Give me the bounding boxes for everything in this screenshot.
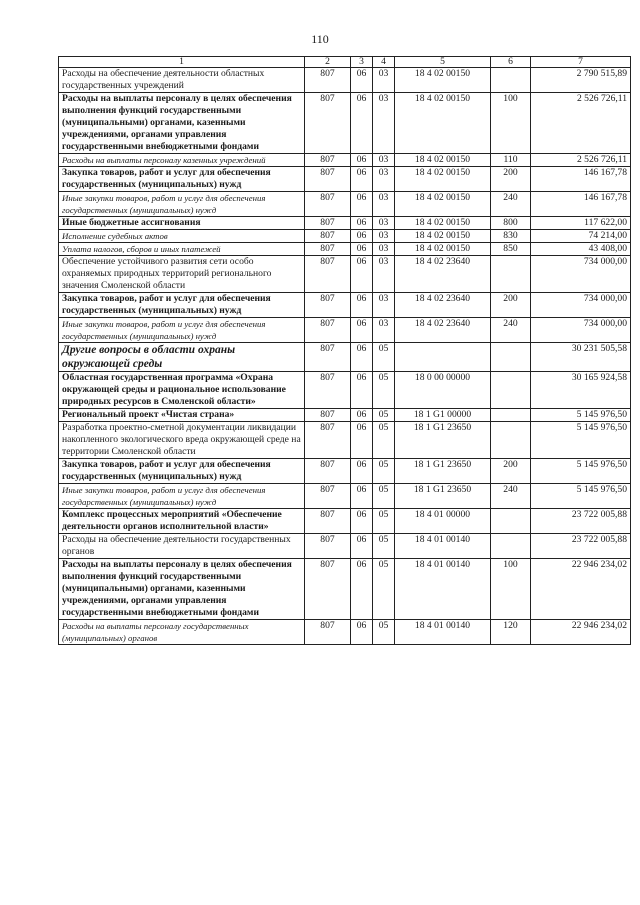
row-target-article-cell: 18 1 G1 23650 (395, 422, 491, 459)
row-subsection-cell: 05 (373, 484, 395, 509)
row-name-cell: Иные закупки товаров, работ и услуг для обеспечения государственных (муниципальных) нужд (59, 484, 305, 509)
table-row (59, 256, 631, 293)
row-section-cell: 06 (351, 620, 373, 645)
row-code-cell: 807 (305, 318, 351, 343)
row-subsection-cell: 03 (373, 192, 395, 217)
row-section-cell: 06 (351, 409, 373, 422)
row-expense-type-cell (491, 534, 531, 559)
budget-table (58, 56, 631, 645)
column-header-5: 5 (395, 57, 491, 68)
table-row (59, 620, 631, 645)
row-subsection-cell: 03 (373, 93, 395, 154)
row-expense-type-cell: 240 (491, 484, 531, 509)
row-subsection-cell: 03 (373, 217, 395, 230)
row-amount-cell: 5 145 976,50 (531, 459, 631, 484)
row-target-article-cell (395, 343, 491, 372)
column-header-4: 4 (373, 57, 395, 68)
column-header-6: 6 (491, 57, 531, 68)
row-name-cell: Областная государственная программа «Охрана окружающей среды и рациональное использование природных ресурсов в Смоленской области» (59, 372, 305, 409)
row-expense-type-cell (491, 509, 531, 534)
row-code-cell: 807 (305, 230, 351, 243)
row-subsection-cell: 05 (373, 343, 395, 372)
row-name-cell: Обеспечение устойчивого развития сети особо охраняемых природных территорий регионального значения Смоленской области (59, 256, 305, 293)
table-row (59, 167, 631, 192)
row-subsection-cell: 05 (373, 559, 395, 620)
row-code-cell: 807 (305, 243, 351, 256)
row-subsection-cell: 05 (373, 372, 395, 409)
row-subsection-cell: 05 (373, 459, 395, 484)
row-name-cell: Расходы на выплаты персоналу в целях обеспечения выполнения функций государственными (муниципальными) органами, казенными учреждениями, органами управления государственными внебюджетными фондами (59, 93, 305, 154)
row-target-article-cell: 18 4 02 00150 (395, 230, 491, 243)
column-header-1: 1 (59, 57, 305, 68)
row-amount-cell: 2 526 726,11 (531, 154, 631, 167)
row-target-article-cell: 18 0 00 00000 (395, 372, 491, 409)
row-name-cell: Уплата налогов, сборов и иных платежей (59, 243, 305, 256)
page-number: 110 (311, 32, 329, 46)
row-code-cell: 807 (305, 620, 351, 645)
row-name-cell: Региональный проект «Чистая страна» (59, 409, 305, 422)
row-target-article-cell: 18 4 01 00140 (395, 534, 491, 559)
row-target-article-cell: 18 4 02 00150 (395, 93, 491, 154)
row-expense-type-cell (491, 343, 531, 372)
row-subsection-cell: 03 (373, 243, 395, 256)
row-amount-cell: 74 214,00 (531, 230, 631, 243)
table-row (59, 230, 631, 243)
row-subsection-cell: 03 (373, 318, 395, 343)
row-section-cell: 06 (351, 372, 373, 409)
row-name-cell: Закупка товаров, работ и услуг для обеспечения государственных (муниципальных) нужд (59, 293, 305, 318)
row-expense-type-cell: 240 (491, 318, 531, 343)
table-header-row (59, 57, 631, 68)
table-row (59, 293, 631, 318)
row-expense-type-cell: 800 (491, 217, 531, 230)
row-section-cell: 06 (351, 230, 373, 243)
row-expense-type-cell: 100 (491, 559, 531, 620)
row-name-cell: Исполнение судебных актов (59, 230, 305, 243)
row-target-article-cell: 18 4 01 00000 (395, 509, 491, 534)
row-expense-type-cell: 240 (491, 192, 531, 217)
row-name-cell: Иные бюджетные ассигнования (59, 217, 305, 230)
row-expense-type-cell: 200 (491, 459, 531, 484)
row-expense-type-cell (491, 68, 531, 93)
row-section-cell: 06 (351, 217, 373, 230)
row-subsection-cell: 05 (373, 534, 395, 559)
row-code-cell: 807 (305, 167, 351, 192)
row-section-cell: 06 (351, 459, 373, 484)
row-code-cell: 807 (305, 154, 351, 167)
row-name-cell: Другие вопросы в области охраны окружающей среды (59, 343, 305, 372)
table-row (59, 534, 631, 559)
row-name-cell: Иные закупки товаров, работ и услуг для обеспечения государственных (муниципальных) нужд (59, 318, 305, 343)
table-row (59, 409, 631, 422)
row-name-cell: Расходы на обеспечение деятельности государственных органов (59, 534, 305, 559)
row-name-cell: Закупка товаров, работ и услуг для обеспечения государственных (муниципальных) нужд (59, 459, 305, 484)
row-subsection-cell: 05 (373, 620, 395, 645)
row-amount-cell: 22 946 234,02 (531, 559, 631, 620)
row-target-article-cell: 18 4 01 00140 (395, 559, 491, 620)
row-name-cell: Расходы на выплаты персоналу казенных учреждений (59, 154, 305, 167)
row-name-cell: Иные закупки товаров, работ и услуг для обеспечения государственных (муниципальных) нужд (59, 192, 305, 217)
table-row (59, 243, 631, 256)
row-code-cell: 807 (305, 217, 351, 230)
row-code-cell: 807 (305, 409, 351, 422)
table-row (59, 192, 631, 217)
row-amount-cell: 5 145 976,50 (531, 484, 631, 509)
row-subsection-cell: 05 (373, 422, 395, 459)
table-row (59, 372, 631, 409)
row-section-cell: 06 (351, 559, 373, 620)
row-name-cell: Расходы на выплаты персоналу в целях обеспечения выполнения функций государственными (муниципальными) органами, казенными учреждениями, органами управления государственными внебюджетными фондами (59, 559, 305, 620)
row-subsection-cell: 03 (373, 167, 395, 192)
row-section-cell: 06 (351, 534, 373, 559)
row-subsection-cell: 03 (373, 230, 395, 243)
row-subsection-cell: 03 (373, 154, 395, 167)
table-body (59, 68, 631, 645)
row-target-article-cell: 18 4 02 23640 (395, 256, 491, 293)
row-target-article-cell: 18 4 01 00140 (395, 620, 491, 645)
row-target-article-cell: 18 4 02 00150 (395, 192, 491, 217)
table-row (59, 343, 631, 372)
table-row (59, 68, 631, 93)
row-amount-cell: 2 526 726,11 (531, 93, 631, 154)
row-code-cell: 807 (305, 459, 351, 484)
column-header-3: 3 (351, 57, 373, 68)
row-target-article-cell: 18 1 G1 00000 (395, 409, 491, 422)
row-name-cell: Расходы на обеспечение деятельности областных государственных учреждений (59, 68, 305, 93)
row-target-article-cell: 18 4 02 00150 (395, 167, 491, 192)
row-target-article-cell: 18 4 02 00150 (395, 68, 491, 93)
table-row (59, 217, 631, 230)
row-expense-type-cell: 200 (491, 293, 531, 318)
row-section-cell: 06 (351, 484, 373, 509)
row-code-cell: 807 (305, 343, 351, 372)
row-section-cell: 06 (351, 256, 373, 293)
row-amount-cell: 734 000,00 (531, 318, 631, 343)
row-expense-type-cell: 850 (491, 243, 531, 256)
row-amount-cell: 734 000,00 (531, 293, 631, 318)
row-section-cell: 06 (351, 154, 373, 167)
row-section-cell: 06 (351, 293, 373, 318)
row-expense-type-cell (491, 422, 531, 459)
row-section-cell: 06 (351, 343, 373, 372)
row-target-article-cell: 18 4 02 00150 (395, 217, 491, 230)
row-code-cell: 807 (305, 422, 351, 459)
table-row (59, 559, 631, 620)
column-header-7: 7 (531, 57, 631, 68)
row-target-article-cell: 18 4 02 00150 (395, 154, 491, 167)
row-subsection-cell: 03 (373, 256, 395, 293)
row-expense-type-cell (491, 372, 531, 409)
row-subsection-cell: 05 (373, 509, 395, 534)
row-subsection-cell: 05 (373, 409, 395, 422)
row-target-article-cell: 18 4 02 00150 (395, 243, 491, 256)
row-amount-cell: 23 722 005,88 (531, 534, 631, 559)
row-target-article-cell: 18 4 02 23640 (395, 293, 491, 318)
row-amount-cell: 30 165 924,58 (531, 372, 631, 409)
row-subsection-cell: 03 (373, 68, 395, 93)
row-code-cell: 807 (305, 68, 351, 93)
row-code-cell: 807 (305, 484, 351, 509)
row-expense-type-cell (491, 409, 531, 422)
row-amount-cell: 146 167,78 (531, 167, 631, 192)
table-row (59, 93, 631, 154)
column-header-2: 2 (305, 57, 351, 68)
row-section-cell: 06 (351, 192, 373, 217)
row-code-cell: 807 (305, 192, 351, 217)
row-code-cell: 807 (305, 559, 351, 620)
row-amount-cell: 30 231 505,58 (531, 343, 631, 372)
row-target-article-cell: 18 1 G1 23650 (395, 459, 491, 484)
row-amount-cell: 117 622,00 (531, 217, 631, 230)
table-row (59, 484, 631, 509)
row-name-cell: Расходы на выплаты персоналу государственных (муниципальных) органов (59, 620, 305, 645)
row-amount-cell: 2 790 515,89 (531, 68, 631, 93)
table-row (59, 422, 631, 459)
row-expense-type-cell (491, 256, 531, 293)
row-expense-type-cell: 110 (491, 154, 531, 167)
row-amount-cell: 43 408,00 (531, 243, 631, 256)
table-row (59, 459, 631, 484)
row-name-cell: Закупка товаров, работ и услуг для обеспечения государственных (муниципальных) нужд (59, 167, 305, 192)
row-name-cell: Разработка проектно-сметной документации ликвидации накопленного экологического вреда окружающей среде на территории Смоленской области (59, 422, 305, 459)
row-expense-type-cell: 830 (491, 230, 531, 243)
row-code-cell: 807 (305, 534, 351, 559)
table-row (59, 318, 631, 343)
row-code-cell: 807 (305, 93, 351, 154)
row-amount-cell: 734 000,00 (531, 256, 631, 293)
row-expense-type-cell: 200 (491, 167, 531, 192)
row-amount-cell: 5 145 976,50 (531, 409, 631, 422)
row-expense-type-cell: 100 (491, 93, 531, 154)
row-section-cell: 06 (351, 243, 373, 256)
row-subsection-cell: 03 (373, 293, 395, 318)
row-target-article-cell: 18 1 G1 23650 (395, 484, 491, 509)
row-section-cell: 06 (351, 167, 373, 192)
row-code-cell: 807 (305, 293, 351, 318)
row-amount-cell: 5 145 976,50 (531, 422, 631, 459)
row-code-cell: 807 (305, 372, 351, 409)
row-section-cell: 06 (351, 318, 373, 343)
row-section-cell: 06 (351, 93, 373, 154)
row-code-cell: 807 (305, 256, 351, 293)
row-amount-cell: 23 722 005,88 (531, 509, 631, 534)
row-amount-cell: 146 167,78 (531, 192, 631, 217)
row-section-cell: 06 (351, 509, 373, 534)
row-expense-type-cell: 120 (491, 620, 531, 645)
row-code-cell: 807 (305, 509, 351, 534)
row-section-cell: 06 (351, 68, 373, 93)
row-section-cell: 06 (351, 422, 373, 459)
table-row (59, 509, 631, 534)
row-amount-cell: 22 946 234,02 (531, 620, 631, 645)
row-name-cell: Комплекс процессных мероприятий «Обеспечение деятельности органов исполнительной власти» (59, 509, 305, 534)
table-row (59, 154, 631, 167)
row-target-article-cell: 18 4 02 23640 (395, 318, 491, 343)
